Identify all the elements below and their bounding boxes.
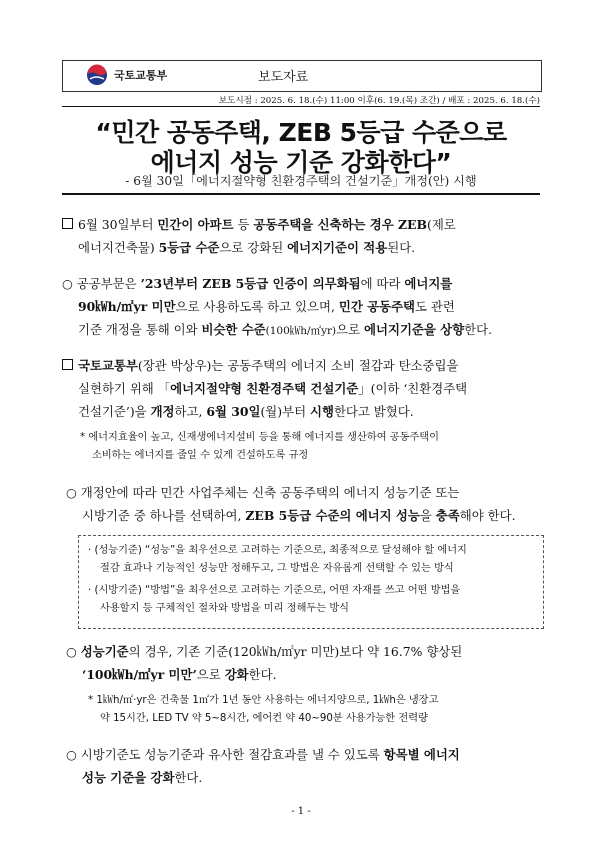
circle-bullet-icon: ○ xyxy=(66,485,81,500)
definition-specification: · (시방기준) “방법”을 최우선으로 고려하는 기준으로, 어떤 자재를 쓰고 어떤 방법을 사용할지 등 구체적인 절차와 방법을 미리 정해두는 방식 xyxy=(88,585,461,614)
paragraph-3: 국토교통부(장관 박상우)는 공동주택의 에너지 소비 절감과 탄소중립을 실현하기 위해 「에너지절약형 친환경주택 건설기준」(이하 ‘친환경주택 건설기준’)을 개정하고, 6월 30일(월)부터 시행한다고 밝혔다. xyxy=(62,354,540,423)
definition-performance: · (성능기준) “성능”을 최우선으로 고려하는 기준으로, 최종적으로 달성해야 할 에너지 절감 효과나 기능적인 성능만 정해두고, 그 방법은 자유롭게 선택할 수 있는 방식 xyxy=(88,545,467,574)
rule-top xyxy=(62,106,540,107)
ministry-logo-icon xyxy=(86,64,108,86)
circle-bullet-icon: ○ xyxy=(66,644,81,659)
title-line-1: “민간 공동주택, ZEB 5등급 수준으로 xyxy=(95,118,507,147)
circle-bullet-icon: ○ xyxy=(62,276,77,291)
paragraph-4: ○ 개정안에 따라 민간 사업주체는 신축 공동주택의 에너지 성능기준 또는 시방기준 중 하나를 선택하여, ZEB 5등급 수준의 에너지 성능을 충족해야 한다. xyxy=(66,485,516,523)
footnote-2: * 1㎾h/㎡·yr은 건축물 1㎡가 1년 동안 사용하는 에너지양으로, 1㎾h은 냉장고 약 15시간, LED TV 약 5~8시간, 에어컨 약 40~90분 사용가능한 전력량 xyxy=(88,695,439,724)
square-bullet-icon xyxy=(62,359,73,370)
org-name: 국토교통부 xyxy=(114,69,168,82)
paragraph-2: ○ 공공부문은 ’23년부터 ZEB 5등급 인증이 의무화됨에 따라 에너지를 90㎾h/㎡yr 미만으로 사용하도록 하고 있으며, 민간 공동주택도 관련 기준 개정을 통해 이와 비슷한 수준(100㎾h/㎡yr)으로 에너지기준을 상향한다. xyxy=(62,276,493,337)
page-number: - 1 - xyxy=(291,806,311,817)
subtitle: - 6월 30일「에너지절약형 친환경주택의 건설기준」개정(안) 시행 xyxy=(125,174,477,188)
title-line-2: 에너지 성능 기준 강화한다” xyxy=(150,148,452,177)
doc-kind: 보도자료 xyxy=(258,70,309,85)
square-bullet-icon xyxy=(62,218,73,229)
paragraph-5: ○ 성능기준의 경우, 기존 기준(120㎾h/㎡yr 미만)보다 약 16.7% 향상된 ‘100㎾h/㎡yr 미만’으로 강화한다. xyxy=(66,644,463,682)
circle-bullet-icon: ○ xyxy=(66,747,81,762)
embargo-line: 보도시점 : 2025. 6. 18.(수) 11:00 이후(6. 19.(목) 조간) / 배포 : 2025. 6. 18.(수) xyxy=(218,96,540,106)
rule-title xyxy=(62,193,540,195)
paragraph-1: 6월 30일부터 민간이 아파트 등 공동주택을 신축하는 경우 ZEB(제로 에너지건축물) 5등급 수준으로 강화된 에너지기준이 적용된다. xyxy=(62,213,540,259)
footnote-1: * 에너지효율이 높고, 신재생에너지설비 등을 통해 에너지를 생산하여 공동주택이 소비하는 에너지를 줄일 수 있게 건설하도록 규정 xyxy=(80,432,439,461)
paragraph-6: ○ 시방기준도 성능기준과 유사한 절감효과를 낼 수 있도록 항목별 에너지 성능 기준을 강화한다. xyxy=(66,747,460,785)
